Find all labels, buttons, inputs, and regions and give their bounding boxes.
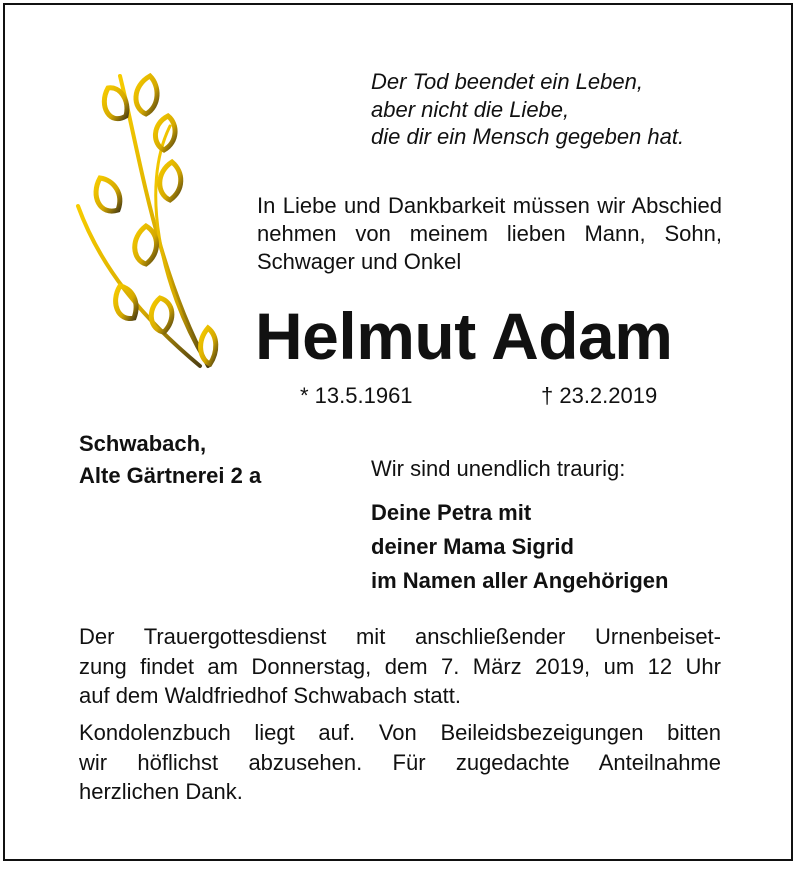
leaf-branch-icon — [60, 66, 220, 386]
mourner-line: im Namen aller Angehörigen — [371, 568, 669, 593]
motto-line: Der Tod beendet ein Leben, — [371, 69, 643, 94]
motto-line: aber nicht die Liebe, — [371, 96, 570, 122]
service-line: auf dem Waldfriedhof Schwabach statt. — [79, 683, 461, 708]
address-line: Schwabach, — [79, 431, 207, 456]
address-line: Alte Gärtnerei 2 a — [79, 463, 262, 488]
closing-line: wir höflichst abzusehen. Für zugedachte Anteilnahme — [79, 749, 721, 775]
mourners-signature — [371, 496, 668, 598]
closing-line: herzlichen Dank. — [79, 779, 243, 804]
intro-text: In Liebe und Dankbarkeit müssen wir Abschied nehmen von meinem lieben Mann, Sohn, Schwager und Onkel — [257, 193, 722, 274]
mourner-line: deiner Mama Sigrid — [371, 534, 574, 559]
service-line: Der Trauergottesdienst mit anschließender Urnenbeiset- — [79, 624, 721, 649]
birth-date: * 13.5.1961 — [300, 383, 413, 408]
service-line: zung findet am Donnerstag, dem 7. März 2019, um 12 Uhr — [79, 653, 721, 679]
motto-verse — [371, 68, 684, 151]
service-paragraph — [79, 622, 721, 711]
motto-line: die dir ein Mensch gegeben hat. — [371, 124, 685, 149]
mourner-line: Deine Petra mit — [371, 500, 532, 525]
deceased-name: Helmut Adam — [255, 299, 673, 373]
mourners-intro: Wir sind unendlich traurig: — [371, 456, 626, 481]
address-block — [79, 428, 261, 492]
death-date: † 23.2.2019 — [541, 383, 658, 408]
closing-paragraph — [79, 718, 721, 807]
closing-line: Kondolenzbuch liegt auf. Von Beileidsbezeigungen bitten — [79, 720, 721, 745]
